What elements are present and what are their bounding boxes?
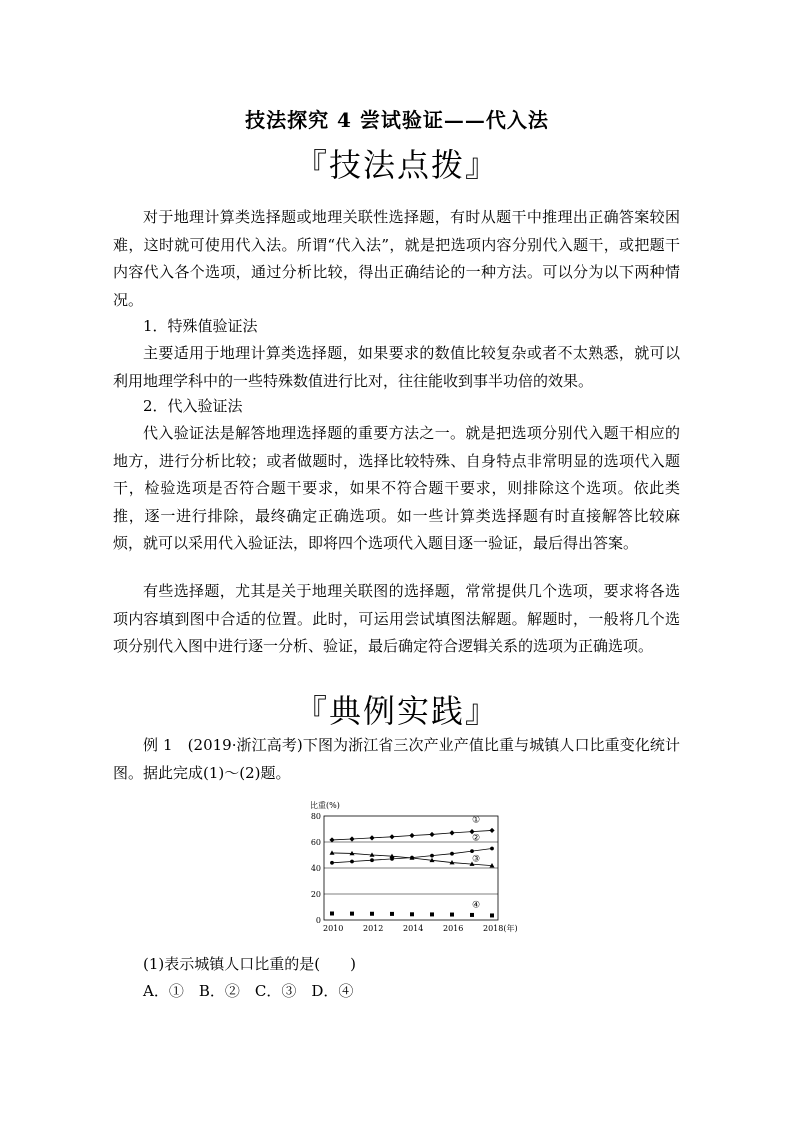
data-point [430, 912, 434, 916]
y-tick-label: 0 [315, 916, 321, 925]
data-point [350, 912, 354, 916]
data-point [430, 854, 434, 858]
data-point [410, 912, 414, 916]
data-point [369, 835, 374, 840]
data-point [389, 834, 394, 839]
y-tick-label: 20 [310, 890, 321, 899]
x-tick-label: 2014 [403, 924, 424, 933]
section1-heading: 1．特殊值验证法 [143, 317, 258, 335]
question-text: (1)表示城镇人口比重的是( ) [143, 955, 356, 973]
intro-paragraph: 对于地理计算类选择题或地理关联性选择题，有时从题干中推理出正确答案较困难，这时就可使用代入法。所谓“代入法”，就是把选项内容分别代入题干，或把题干内容代入各个选项，通过分析比较，得出正确结论的一种方法。可以分为以下两种情况。 [113, 208, 680, 309]
data-point [349, 836, 354, 841]
y-tick-label: 80 [310, 812, 321, 821]
series-label: ④ [471, 900, 481, 911]
section-banner-tips: 『技法点拨』 [294, 146, 499, 184]
x-tick-label: 2012 [363, 924, 384, 933]
y-tick-label: 60 [310, 838, 321, 847]
section-banner-examples: 『典例实践』 [294, 692, 499, 730]
data-point [490, 913, 494, 917]
data-point [330, 850, 335, 854]
sector-share-chart [300, 796, 522, 938]
data-point [470, 849, 474, 853]
data-point [370, 912, 374, 916]
answer-options: A．① B．② C．③ D．④ [143, 982, 354, 1000]
data-point [489, 828, 494, 833]
section2-heading: 2．代入验证法 [143, 397, 243, 415]
data-point [450, 913, 454, 917]
data-point [330, 912, 334, 916]
section3-paragraph: 有些选择题，尤其是关于地理关联图的选择题，常常提供几个选项，要求将各选项内容填到图中合适的位置。此时，可运用尝试填图法解题。解题时，一般将几个选项分别代入图中进行逐一分析、验证，最后确定符合逻辑关系的选项为正确选项。 [113, 582, 680, 655]
x-tick-label: 2010 [323, 924, 344, 933]
data-point [330, 861, 334, 865]
section2-paragraph: 代入验证法是解答地理选择题的重要方法之一。就是把选项分别代入题干相应的地方，进行分析比较；或者做题时，选择比较特殊、自身特点非常明显的选项代入题干，检验选项是否符合题干要求，如果不符合题干要求，则排除这个选项。依此类推，逐一进行排除，最终确定正确选项。如一些计算类选择题有时直接解答比较麻烦，就可以采用代入验证法，即将四个选项代入题目逐一验证，最后得出答案。 [113, 424, 680, 552]
data-point [449, 830, 454, 835]
x-tick-label: 2016 [443, 924, 464, 933]
data-point [429, 832, 434, 837]
data-point [470, 913, 474, 917]
data-point [450, 852, 454, 856]
example-paragraph: 例 1 (2019·浙江高考)下图为浙江省三次产业产值比重与城镇人口比重变化统计图。据此完成(1)～(2)题。 [113, 736, 680, 782]
x-tick-label: 2018(年) [483, 924, 518, 933]
data-point [409, 833, 414, 838]
y-tick-label: 40 [310, 864, 321, 873]
y-axis-label: 比重(%) [310, 801, 340, 810]
data-point [350, 860, 354, 864]
section1-paragraph: 主要适用于地理计算类选择题，如果要求的数值比较复杂或者不太熟悉，就可以利用地理学科中的一些特殊数值进行比对，往往能收到事半功倍的效果。 [113, 344, 680, 390]
data-point [490, 847, 494, 851]
data-point [390, 912, 394, 916]
data-point [370, 858, 374, 862]
series-label: ② [471, 833, 481, 844]
series-label: ③ [471, 854, 481, 865]
page-title: 技法探究 4 尝试验证——代入法 [245, 108, 549, 132]
series-label: ① [471, 815, 481, 826]
